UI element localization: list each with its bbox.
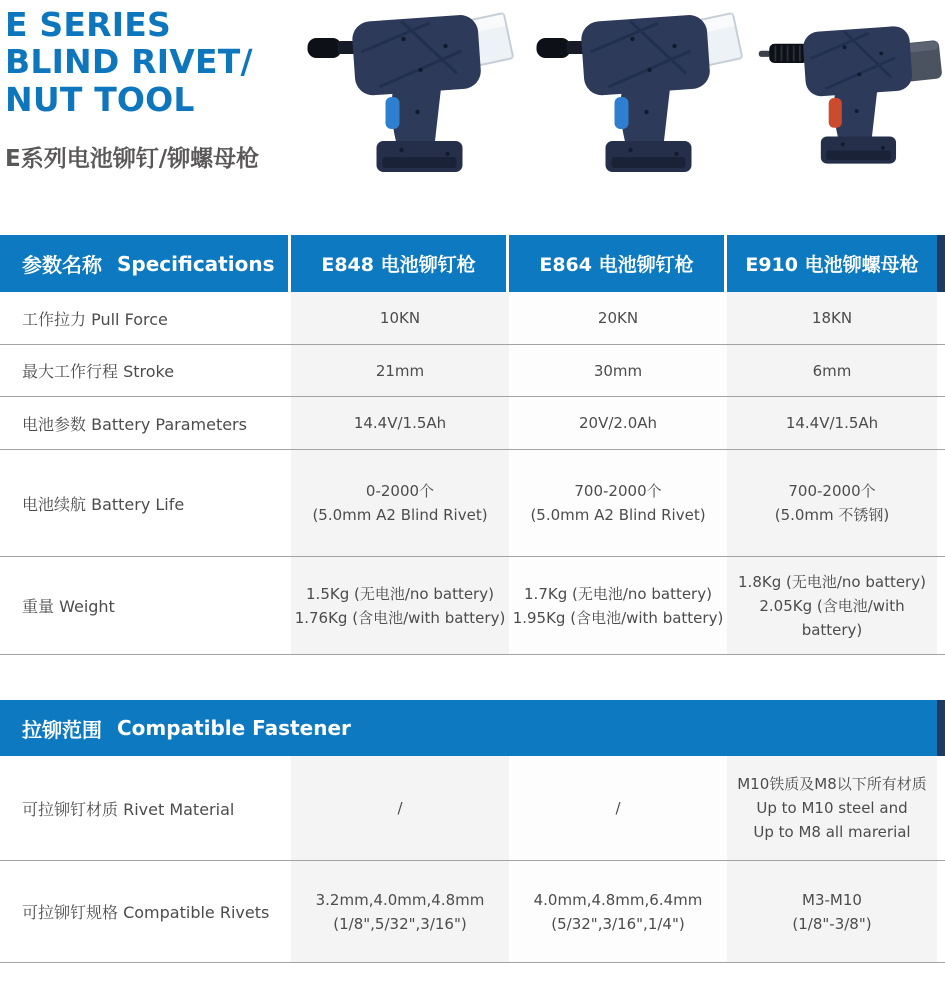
row-label: 工作拉力 Pull Force <box>0 292 291 344</box>
cell-e848: 14.4V/1.5Ah <box>291 397 509 449</box>
title-line-3: NUT TOOL <box>5 79 195 119</box>
spec-row-battery-life <box>0 450 945 557</box>
cell-e910: 6mm <box>727 345 937 396</box>
value-line: 2.05Kg (含电池/with battery) <box>759 596 905 639</box>
cell-e910: 14.4V/1.5Ah <box>727 397 937 449</box>
spec-row-stroke <box>0 345 945 397</box>
row-label: 可拉铆钉材质 Rivet Material <box>0 756 291 860</box>
product-image-e864 <box>531 4 749 174</box>
cell-e910 <box>727 756 937 860</box>
value-line: Up to M8 all marerial <box>753 823 911 841</box>
compatible-fastener-table <box>0 700 945 963</box>
cell-e864: 30mm <box>509 345 727 396</box>
row-label: 最大工作行程 Stroke <box>0 345 291 396</box>
value-line: 0-2000个 <box>365 482 435 500</box>
row-edge <box>937 292 945 344</box>
value-line: 4.0mm,4.8mm,6.4mm <box>533 890 703 909</box>
spec-header-row <box>0 235 945 292</box>
page-subtitle: E系列电池铆钉/铆螺母枪 <box>5 146 260 172</box>
value-line: 700-2000个 <box>574 482 662 500</box>
value-line: 700-2000个 <box>788 482 876 500</box>
row-edge <box>937 345 945 396</box>
cell-e848: / <box>291 756 509 860</box>
fastener-header-label <box>0 700 937 756</box>
header-edge-strip <box>937 235 945 292</box>
header-edge-strip <box>937 700 945 756</box>
title-line-1: E SERIES <box>5 5 171 44</box>
value-line: 1.5Kg (无电池/no battery) <box>306 584 494 603</box>
value-line: M10铁质及M8以下所有材质 <box>737 775 927 793</box>
spec-header-column-e864: E864 电池铆钉枪 <box>509 235 727 292</box>
row-label: 电池参数 Battery Parameters <box>0 397 291 449</box>
value-line: M3-M10 <box>802 890 862 909</box>
spec-header-column-e910: E910 电池铆螺母枪 <box>727 235 937 292</box>
cell-e848 <box>291 450 509 556</box>
spec-header-column-e848: E848 电池铆钉枪 <box>291 235 509 292</box>
value-line: (1/8"-3/8") <box>792 914 872 933</box>
cell-e864 <box>509 557 727 654</box>
value-line: 1.7Kg (无电池/no battery) <box>524 584 712 603</box>
row-edge <box>937 397 945 449</box>
value-line: 1.95Kg (含电池/with battery) <box>512 608 724 627</box>
cell-e848 <box>291 557 509 654</box>
fastener-header-label-cn: 拉铆范围 <box>22 717 102 742</box>
value-line: 3.2mm,4.0mm,4.8mm <box>315 890 485 909</box>
value-line: (5.0mm A2 Blind Rivet) <box>530 506 706 524</box>
product-image-e848 <box>302 4 520 174</box>
row-label: 重量 Weight <box>0 557 291 654</box>
cell-e910 <box>727 450 937 556</box>
row-edge <box>937 557 945 654</box>
row-label: 可拉铆钉规格 Compatible Rivets <box>0 861 291 962</box>
cell-e864 <box>509 861 727 962</box>
spec-row-battery-parameters <box>0 397 945 450</box>
cell-e864: 20V/2.0Ah <box>509 397 727 449</box>
row-label: 电池续航 Battery Life <box>0 450 291 556</box>
specifications-table <box>0 235 945 655</box>
cell-e864: 20KN <box>509 292 727 344</box>
product-image-e910 <box>757 10 945 172</box>
fastener-row-rivet-material <box>0 756 945 861</box>
fastener-row-compatible-rivets <box>0 861 945 963</box>
spec-row-pull-force <box>0 292 945 345</box>
spec-row-weight <box>0 557 945 655</box>
cell-e910: 18KN <box>727 292 937 344</box>
title-line-2: BLIND RIVET/ <box>5 42 253 82</box>
cell-e910 <box>727 557 937 654</box>
value-line: Up to M10 steel and <box>756 799 908 817</box>
value-line: 1.76Kg (含电池/with battery) <box>294 608 506 627</box>
cell-e848 <box>291 861 509 962</box>
spec-header-label-cn: 参数名称 <box>22 253 102 277</box>
section-gap <box>0 655 945 700</box>
spec-header-label-en: Specifications <box>117 251 275 276</box>
spec-header-label <box>0 235 291 292</box>
cell-e910 <box>727 861 937 962</box>
row-edge <box>937 861 945 962</box>
value-line: (5.0mm A2 Blind Rivet) <box>312 506 488 524</box>
page-header <box>0 0 945 235</box>
cell-e864: / <box>509 756 727 860</box>
fastener-header-row <box>0 700 945 756</box>
value-line: (5/32",3/16",1/4") <box>551 914 685 933</box>
cell-e848: 21mm <box>291 345 509 396</box>
fastener-header-label-en: Compatible Fastener <box>117 716 351 740</box>
value-line: (5.0mm 不锈钢) <box>774 506 890 524</box>
row-edge <box>937 756 945 860</box>
cell-e864 <box>509 450 727 556</box>
row-edge <box>937 450 945 556</box>
value-line: (1/8",5/32",3/16") <box>333 914 467 933</box>
value-line: 1.8Kg (无电池/no battery) <box>738 572 926 591</box>
page-title <box>5 6 253 118</box>
cell-e848: 10KN <box>291 292 509 344</box>
